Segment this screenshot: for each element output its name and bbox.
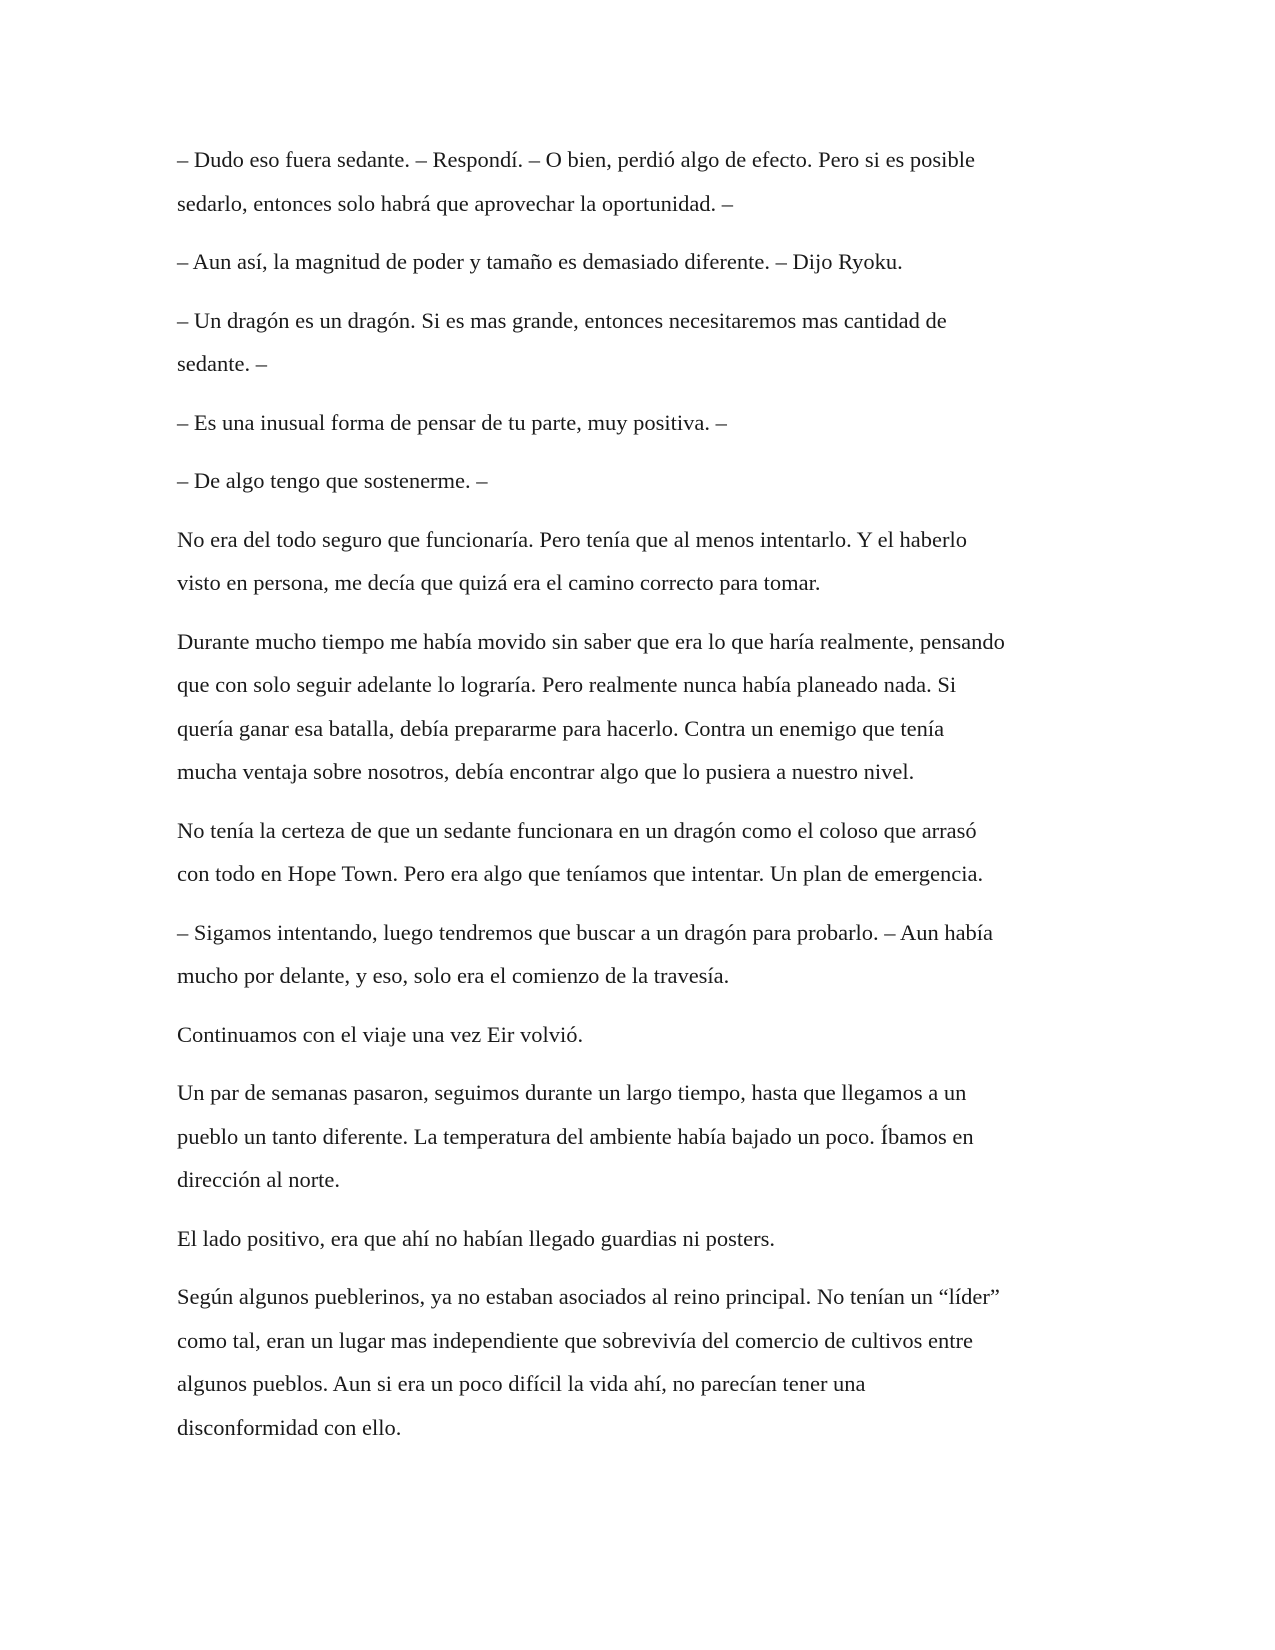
paragraph-line: visto en persona, me decía que quizá era el camino correcto para tomar.	[177, 570, 821, 595]
paragraph-line: algunos pueblos. Aun si era un poco difícil la vida ahí, no parecían tener una	[177, 1371, 866, 1396]
paragraph-line: – De algo tengo que sostenerme. –	[177, 468, 488, 493]
document-body	[177, 138, 1107, 1464]
paragraph-line: – Es una inusual forma de pensar de tu parte, muy positiva. –	[177, 409, 727, 435]
paragraph-11	[177, 1071, 1107, 1202]
paragraph-line: – Sigamos intentando, luego tendremos que buscar a un dragón para probarlo. – Aun había	[177, 919, 994, 945]
paragraph-line: El lado positivo, era que ahí no habían llegado guardias ni posters.	[177, 1225, 775, 1251]
paragraph-line: que con solo seguir adelante lo lograría. Pero realmente nunca había planeado nada. Si	[177, 672, 957, 697]
paragraph-2	[177, 240, 1107, 284]
paragraph-line: disconformidad con ello.	[177, 1414, 402, 1440]
paragraph-5	[177, 459, 1107, 503]
paragraph-line: – Dudo eso fuera sedante. – Respondí. – O bien, perdió algo de efecto. Pero si es posible	[177, 147, 975, 172]
paragraph-line: mucha ventaja sobre nosotros, debía encontrar algo que lo pusiera a nuestro nivel.	[177, 759, 915, 784]
paragraph-line: No tenía la certeza de que un sedante funcionara en un dragón como el coloso que arrasó	[177, 817, 977, 843]
paragraph-line: – Un dragón es un dragón. Si es mas grande, entonces necesitaremos mas cantidad de	[177, 307, 947, 333]
paragraph-line: No era del todo seguro que funcionaría. Pero tenía que al menos intentarlo. Y el haberlo	[177, 526, 967, 552]
paragraph-line: como tal, eran un lugar mas independiente que sobrevivía del comercio de cultivos entre	[177, 1327, 973, 1353]
paragraph-7	[177, 620, 1107, 794]
paragraph-4	[177, 401, 1107, 445]
paragraph-8	[177, 809, 1107, 896]
paragraph-line: – Aun así, la magnitud de poder y tamaño es demasiado diferente. – Dijo Ryoku.	[177, 249, 903, 274]
paragraph-line: mucho por delante, y eso, solo era el comienzo de la travesía.	[177, 963, 730, 988]
paragraph-line: Según algunos pueblerinos, ya no estaban asociados al reino principal. No tenían un “líder”	[177, 1284, 1000, 1309]
paragraph-13	[177, 1275, 1107, 1449]
paragraph-line: pueblo un tanto diferente. La temperatura del ambiente había bajado un poco. Íbamos en	[177, 1123, 974, 1149]
paragraph-1	[177, 138, 1107, 225]
paragraph-line: sedante. –	[177, 351, 267, 376]
paragraph-3	[177, 299, 1107, 386]
paragraph-9	[177, 911, 1107, 998]
paragraph-line: dirección al norte.	[177, 1167, 341, 1192]
paragraph-line: Continuamos con el viaje una vez Eir volvió.	[177, 1021, 584, 1047]
paragraph-10	[177, 1013, 1107, 1057]
paragraph-line: Durante mucho tiempo me había movido sin saber que era lo que haría realmente, pensando	[177, 628, 1005, 654]
paragraph-line: con todo en Hope Town. Pero era algo que teníamos que intentar. Un plan de emergencia.	[177, 861, 984, 886]
paragraph-line: sedarlo, entonces solo habrá que aprovechar la oportunidad. –	[177, 190, 734, 216]
paragraph-line: Un par de semanas pasaron, seguimos durante un largo tiempo, hasta que llegamos a un	[177, 1080, 967, 1105]
paragraph-12	[177, 1217, 1107, 1261]
paragraph-6	[177, 518, 1107, 605]
paragraph-line: quería ganar esa batalla, debía prepararme para hacerlo. Contra un enemigo que tenía	[177, 715, 945, 741]
